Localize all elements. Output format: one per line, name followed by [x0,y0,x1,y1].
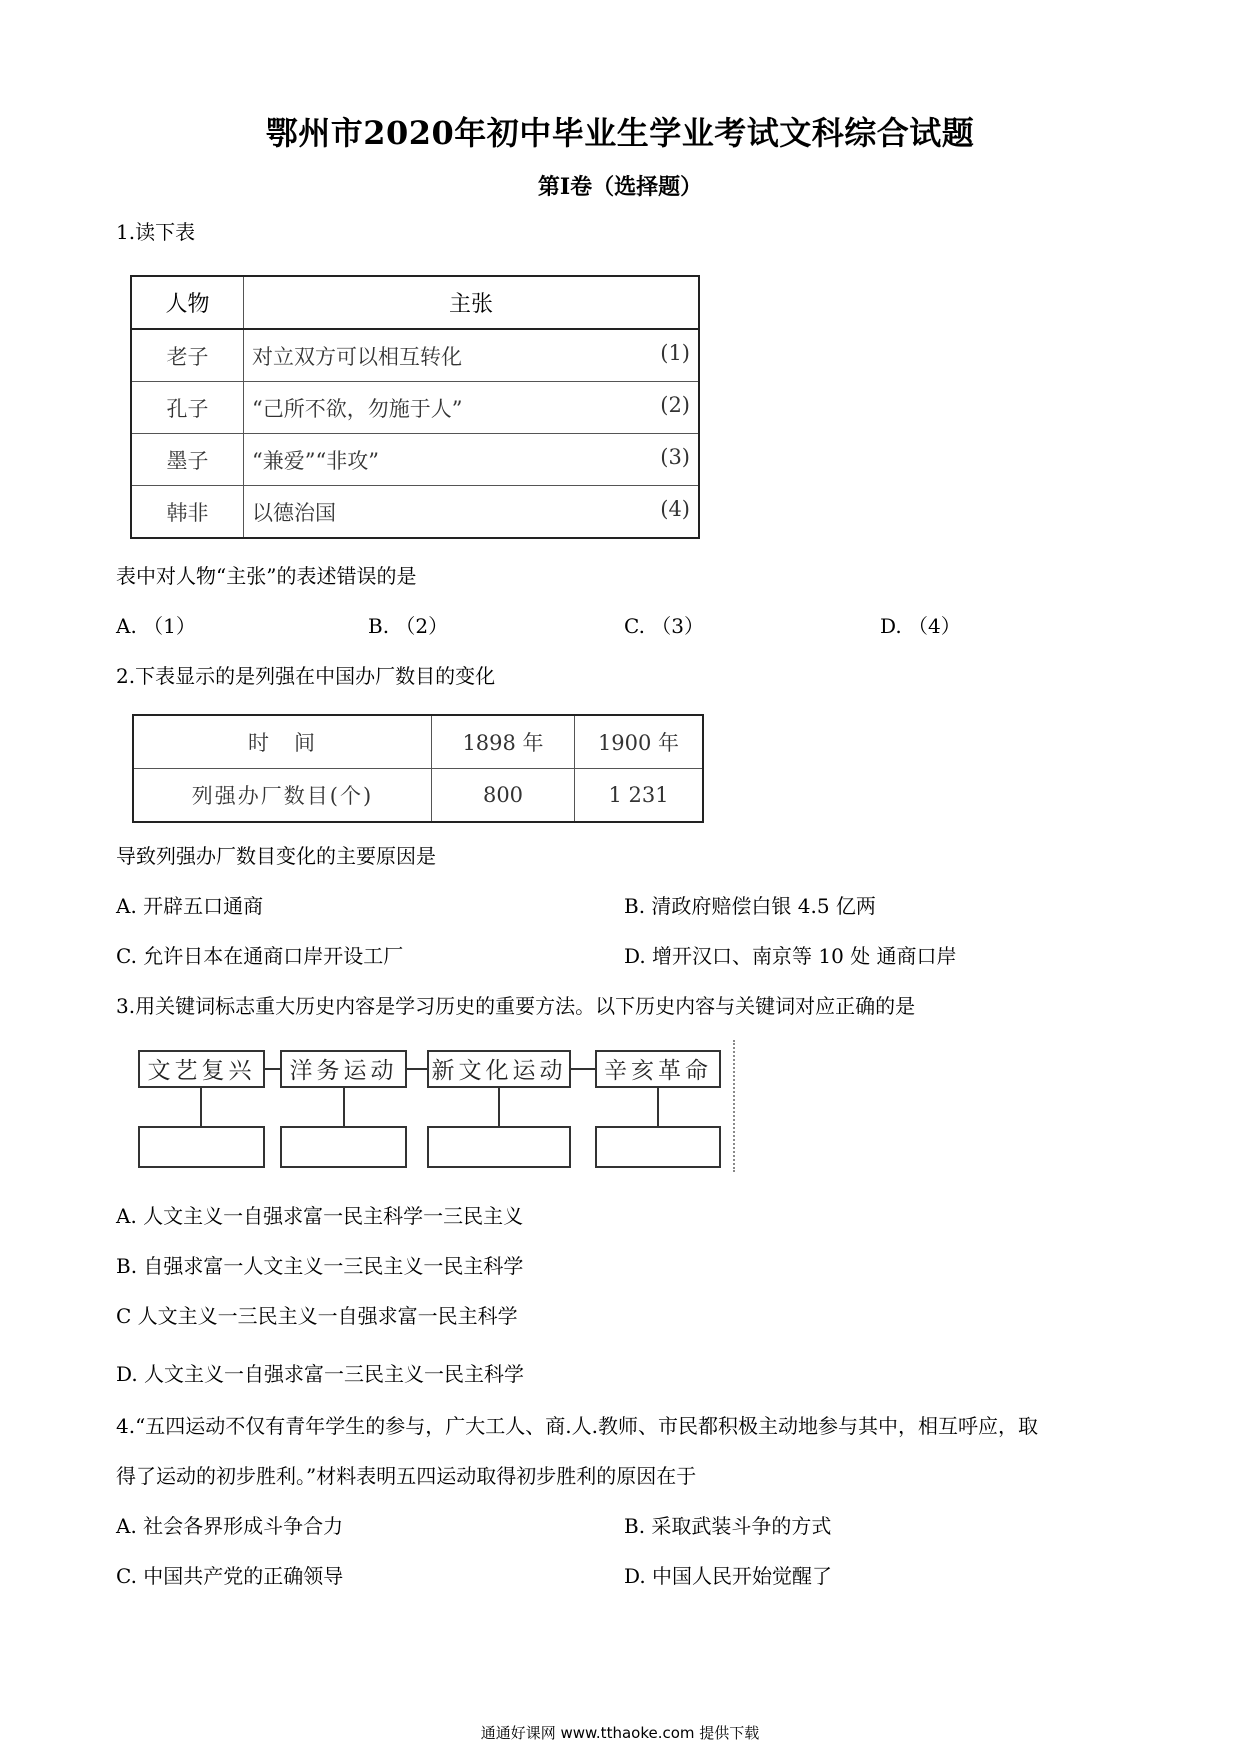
q1-option-b[interactable]: B. （2） [368,614,449,638]
q4-stem-line2: 得了运动的初步胜利。”材料表明五四运动取得初步胜利的原因在于 [116,1464,697,1488]
q3-option-c[interactable]: C 人文主义一三民主义一自强求富一民主科学 [116,1304,518,1328]
section-subtitle: 第Ⅰ卷（选择题） [537,174,703,200]
q3-stem: 3.用关键词标志重大历史内容是学习历史的重要方法。以下历史内容与关键词对应正确的是 [116,994,916,1018]
diagram-answer-box [280,1126,407,1168]
q2-table [132,714,704,823]
q1-question: 表中对人物“主张”的表述错误的是 [116,564,417,588]
q2-value-1898: 800 [432,769,575,823]
q2-row-label: 列强办厂数目(个) [133,769,432,823]
q1-stem: 1.读下表 [116,220,196,244]
q4-option-b[interactable]: B. 采取武装斗争的方式 [624,1514,832,1538]
q2-header-1898: 1898 年 [432,715,575,769]
diagram-answer-box [595,1126,721,1168]
q2-option-a[interactable]: A. 开辟五口通商 [116,894,264,918]
diagram-box-xinhai: 辛亥革命 [595,1050,721,1088]
q1-num: (3) [660,444,690,469]
q4-option-c[interactable]: C. 中国共产党的正确领导 [116,1564,344,1588]
q1-person: 墨子 [131,434,244,486]
q1-claim: 以德治国 [252,500,336,525]
q1-claim: “兼爱”“非攻” [252,448,379,473]
q1-person: 孔子 [131,382,244,434]
q2-option-c[interactable]: C. 允许日本在通商口岸开设工厂 [116,944,404,968]
diagram-stem [498,1088,500,1126]
q2-question: 导致列强办厂数目变化的主要原因是 [116,844,436,868]
q3-option-a[interactable]: A. 人文主义一自强求富一民主科学一三民主义 [116,1204,524,1228]
q1-header-person: 人物 [131,276,244,329]
q3-option-d[interactable]: D. 人文主义一自强求富一三民主义一民主科学 [116,1362,525,1386]
q2-option-d[interactable]: D. 增开汉口、南京等 10 处 通商口岸 [624,944,957,968]
q4-stem-line1: 4.“五四运动不仅有青年学生的参与，广大工人、商.人.教师、市民都积极主动地参与其中，相互呼应，取 [116,1414,1039,1438]
q2-header-1900: 1900 年 [575,715,704,769]
footer-source: 通通好课网 www.tthaoke.com 提供下载 [480,1724,760,1742]
table-row [131,329,699,382]
diagram-stem [343,1088,345,1126]
q1-claim: 对立双方可以相互转化 [252,344,462,369]
q1-option-d[interactable]: D. （4） [880,614,961,638]
q1-option-c[interactable]: C. （3） [624,614,705,638]
q2-option-b[interactable]: B. 清政府赔偿白银 4.5 亿两 [624,894,876,918]
table-row [133,769,703,823]
q2-value-1900: 1 231 [575,769,704,823]
q1-person: 老子 [131,329,244,382]
diagram-answer-box [138,1126,265,1168]
diagram-box-westernization: 洋务运动 [280,1050,407,1088]
diagram-stem [657,1088,659,1126]
diagram-answer-box [427,1126,571,1168]
table-row [131,486,699,539]
q2-stem: 2.下表显示的是列强在中国办厂数目的变化 [116,664,496,688]
q1-num: (4) [660,496,690,521]
diagram-dotted-edge [733,1040,735,1172]
q1-num: (2) [660,392,690,417]
table-row [133,715,703,769]
q1-option-a[interactable]: A. （1） [116,614,196,638]
q3-option-b[interactable]: B. 自强求富一人文主义一三民主义一民主科学 [116,1254,524,1278]
diagram-box-new-culture: 新文化运动 [427,1050,571,1088]
q1-table [130,275,700,539]
diagram-connector [407,1068,427,1070]
page-title: 鄂州市2020年初中毕业生学业考试文科综合试题 [265,114,975,152]
q2-header-time: 时 间 [133,715,432,769]
q4-option-d[interactable]: D. 中国人民开始觉醒了 [624,1564,833,1588]
diagram-stem [200,1088,202,1126]
q1-person: 韩非 [131,486,244,539]
table-row [131,434,699,486]
q1-num: (1) [660,340,690,365]
table-row [131,382,699,434]
q1-header-claim: 主张 [244,276,700,329]
q1-claim: “己所不欲，勿施于人” [252,396,463,421]
diagram-connector [265,1068,280,1070]
diagram-box-renaissance: 文艺复兴 [138,1050,265,1088]
q4-option-a[interactable]: A. 社会各界形成斗争合力 [116,1514,344,1538]
diagram-connector [571,1068,595,1070]
